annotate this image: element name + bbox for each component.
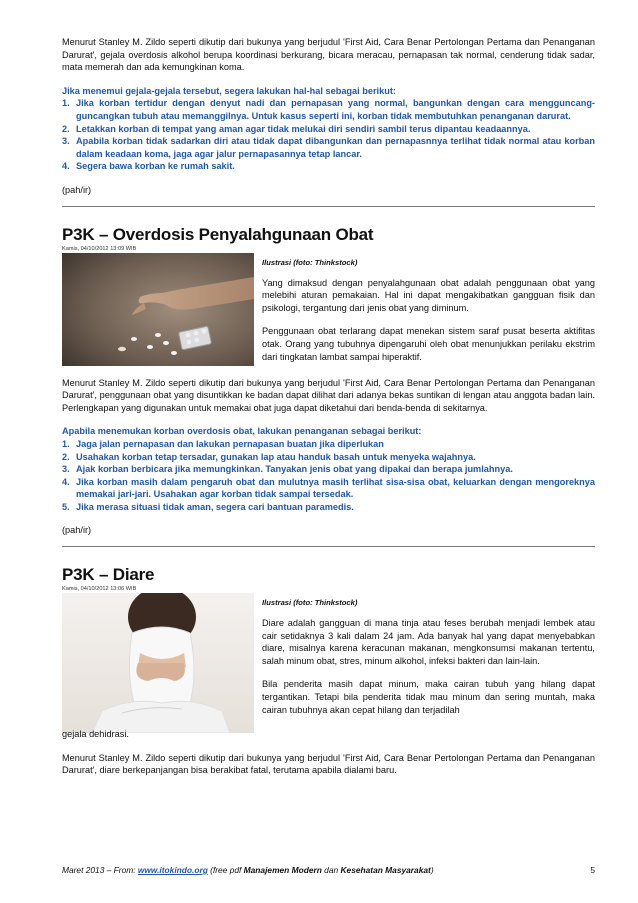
step-text: Jika merasa situasi tidak aman, segera cari bantuan paramedis. [76, 501, 354, 512]
intro-paragraph: Menurut Stanley M. Zildo seperti dikutip dari bukunya yang berjudul 'First Aid, Cara Benar Pertolongan Pertama dan Penanganan Darurat', gejala overdosis alkohol berupa koordinasi berkurang, bicara meracau, pernapasan tak normal, cenderung tidak sadar, mata memerah dan ada kemungkinan koma. [62, 37, 595, 73]
footer-link[interactable]: www.itokindo.org [137, 865, 208, 875]
article1-date: Kamis, 04/10/2012 13:09 WIB [62, 245, 137, 252]
divider [62, 546, 595, 547]
step-number: 4. [62, 161, 70, 172]
step-text: Jika korban masih dalam pengaruh obat dan mulutnya masih terlihat sisa-sisa obat, keluarkan dengan mengoreknya memakai jari-jari. Usahakan agar korban tidak sampai tersedak. [76, 476, 595, 500]
article2-title: P3K – Diare [62, 565, 155, 585]
list-item [62, 501, 595, 514]
article1-credit: (pah/ir) [62, 525, 92, 536]
intro-steps-heading: Jika menemui gejala-gejala tersebut, segera lakukan hal-hal sebagai berikut: [62, 85, 396, 96]
step-number: 3. [62, 136, 70, 147]
step-text: Letakkan korban di tempat yang aman agar tidak melukai diri sendiri sambil terus dipantau keadaannya. [76, 123, 531, 134]
page-content [62, 36, 595, 777]
list-item [62, 123, 595, 136]
woman-stomach-photo [62, 593, 254, 738]
page-footer [62, 865, 595, 875]
step-number: 4. [62, 476, 70, 487]
footer-and: dan [321, 865, 341, 875]
list-item [62, 160, 595, 173]
step-number: 2. [62, 451, 70, 462]
list-item [62, 97, 595, 122]
article1-caption: Ilustrasi (foto: Thinkstock) [262, 257, 358, 267]
article2-side-p2: Bila penderita masih dapat minum, maka cairan tubuh yang hilang dapat tergantikan. Tetapi bila penderita tidak mau minum dan sering muntah, maka cairan tubuhnya akan cepat hilang dan terjadilah [262, 679, 595, 715]
step-text: Segera bawa korban ke rumah sakit. [76, 161, 235, 172]
intro-credit: (pah/ir) [62, 184, 92, 195]
article2-caption: Ilustrasi (foto: Thinkstock) [262, 598, 358, 608]
article2-side-p1: Diare adalah gangguan di mana tinja atau feses berubah menjadi lembek atau cair setidaknya 3 kali dalam 24 jam. Ada banyak hal yang dapat menyebabkan diare, misalnya karena keracunan makanan, mengkonsumsi makanan tertentu, salah minum obat, stres, minum alkohol, infeksi bakteri dan lain-lain. [262, 618, 595, 666]
article1-steps-heading: Apabila menemukan korban overdosis obat, lakukan penanganan sebagai berikut: [62, 426, 422, 437]
article1-paragraph: Menurut Stanley M. Zildo seperti dikutip dari bukunya yang berjudul 'First Aid, Cara Benar Pertolongan Pertama dan Penanganan Darurat', penggunaan obat yang disuntikkan ke badan dapat dilihat dari adanya bekas suntikan di lengan atau anggota badan lain. Perlengkapan yang digunakan untuk memakai obat juga dapat diketahui dari benda-benda di sekitarnya. [62, 377, 595, 413]
step-text: Usahakan korban tetap tersadar, gunakan lap atau handuk basah untuk menyeka wajahnya. [76, 451, 476, 462]
list-item [62, 451, 595, 464]
article1-title: P3K – Overdosis Penyalahgunaan Obat [62, 224, 374, 244]
footer-topic-1: Manajemen Modern [243, 865, 322, 875]
step-number: 1. [62, 438, 70, 449]
footer-prefix: Maret 2013 – From: [62, 865, 138, 875]
footer-middle: (free pdf [207, 865, 244, 875]
list-item [62, 438, 595, 451]
step-number: 5. [62, 501, 70, 512]
footer-suffix: ) [430, 865, 434, 875]
intro-steps-list [62, 97, 595, 173]
list-item [62, 476, 595, 501]
list-item [62, 463, 595, 476]
article1-steps-list [62, 438, 595, 514]
page-number: 5 [590, 865, 595, 875]
pills-hand-photo [62, 253, 254, 371]
article1-side-p2: Penggunaan obat terlarang dapat menekan sistem saraf pusat beserta aktifitas otak. Orang yang tubuhnya dipengaruhi oleh obat menunjukkan perilaku ekstrim dari tingkatan lambat sampai hiperaktif. [262, 326, 595, 362]
step-text: Jika korban tertidur dengan denyut nadi dan pernapasan yang normal, bangunkan dengan cara mengguncang-guncangkan tubuh atau memanggilnya. Untuk kasus seperti ini, korban tidak membutuhkan penanganan darurat. [76, 98, 595, 121]
list-item [62, 135, 595, 160]
article2-paragraph: Menurut Stanley M. Zildo seperti dikutip dari bukunya yang berjudul 'First Aid, Cara Benar Pertolongan Pertama dan Penanganan Darurat', diare berkepanjangan bisa berakibat fatal, terutama apabila dialami baru. [62, 752, 595, 776]
step-number: 3. [62, 464, 70, 475]
step-number: 1. [62, 98, 70, 109]
step-text: Apabila korban tidak sadarkan diri atau tidak dapat dibangunkan dan pernapasnnya terlihat tidak normal atau korban dalam keadaan koma, jaga agar jalur pernapasannya tetap lancar. [76, 136, 595, 159]
step-text: Jaga jalan pernapasan dan lakukan pernapasan buatan jika diperlukan [76, 438, 384, 449]
article2-date: Kamis, 04/10/2012 13:06 WIB [62, 586, 137, 593]
footer-topic-2: Kesehatan Masyarakat [340, 865, 431, 875]
article1-side-p1: Yang dimaksud dengan penyalahgunaan obat adalah penggunaan obat yang melebihi aturan pemakaian. Hal ini dapat mengakibatkan gangguan fisik dan psikologi, tergantung dari jenis obat yang diminum. [262, 277, 595, 313]
article2-continuation: gejala dehidrasi. [62, 729, 129, 740]
step-number: 2. [62, 123, 70, 134]
step-text: Ajak korban berbicara jika memungkinkan. Tanyakan jenis obat yang dipakai dan berapa jumlahnya. [76, 464, 513, 475]
divider [62, 206, 595, 207]
